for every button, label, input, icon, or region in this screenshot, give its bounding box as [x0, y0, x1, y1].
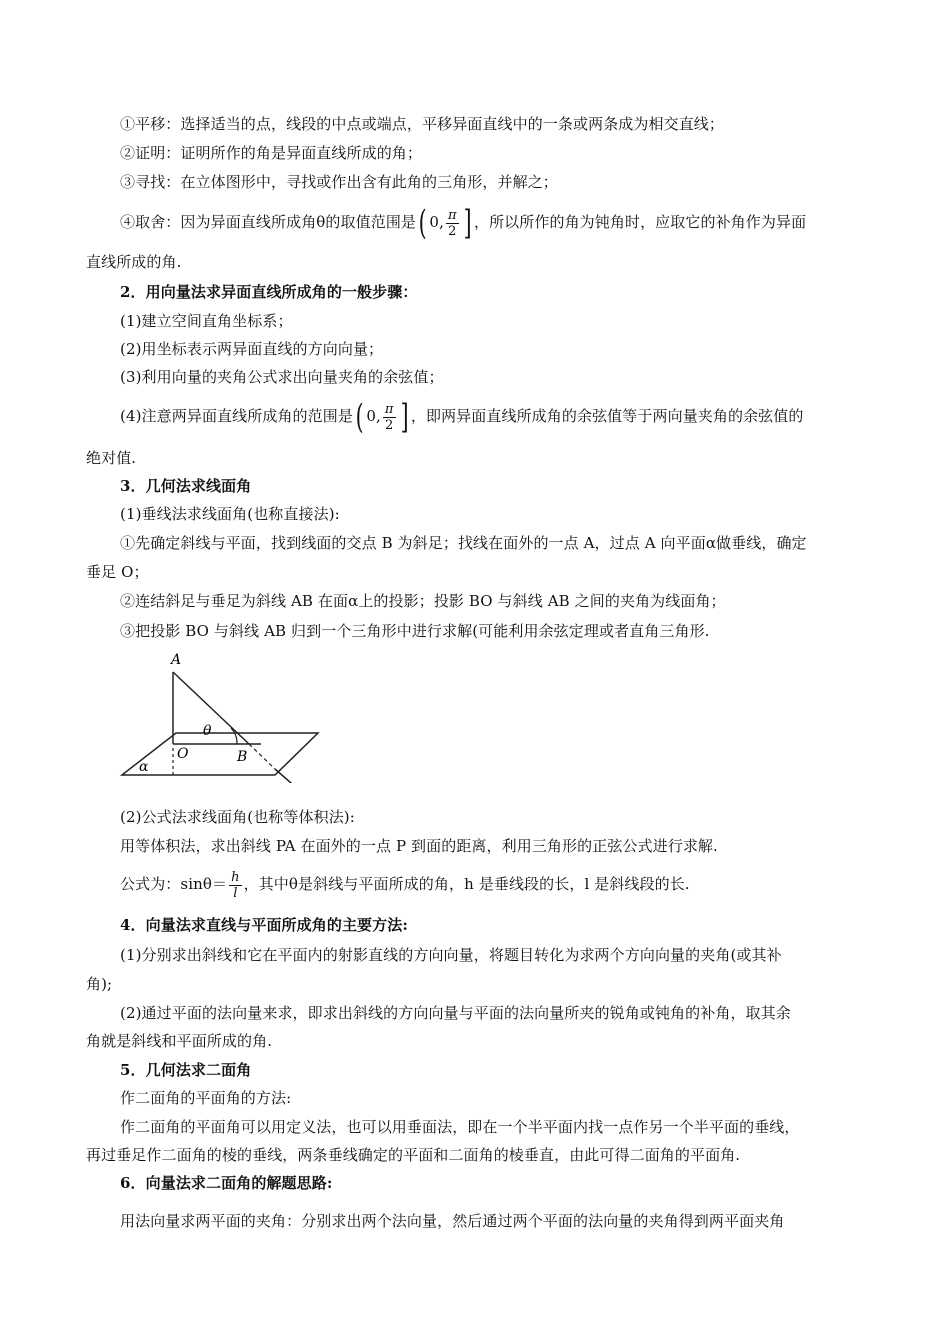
label-O: O [177, 746, 189, 762]
paragraph: 用等体积法，求出斜线 PA 在面外的一点 P 到面的距离，利用三角形的正弦公式进行求解. [120, 837, 718, 855]
pi-over-two-fraction: $\frac{\pi}{2}$ [384, 401, 394, 433]
paragraph: 角就是斜线和平面所成的角. [86, 1032, 273, 1050]
translate-step: ①平移：选择适当的点，线段的中点或端点，平移异面直线中的一条或两条成为相交直线； [120, 115, 725, 133]
list-item: (3)利用向量的夹角公式求出向量夹角的余弦值； [120, 368, 444, 386]
find-step: ③寻找：在立体图形中，寻找或作出含有此角的三角形，并解之； [120, 173, 558, 191]
plane-alpha [122, 733, 318, 775]
list-item: (4)注意两异面直线所成角的范围是( 0, $\frac{\pi}{2}$ ] ，即两异面直线所成角的余弦值等于两向量夹角的余弦值的 [120, 397, 804, 437]
paragraph: 角); [86, 975, 113, 993]
subheading: (1)垂线法求线面角(也称直接法): [120, 505, 340, 523]
line-plane-angle-figure [115, 648, 330, 783]
section-6-heading: 6．向量法求二面角的解题思路: [120, 1174, 333, 1192]
section-2-heading: 2．用向量法求异面直线所成角的一般步骤： [120, 283, 418, 301]
section-3-heading: 3．几何法求线面角 [120, 477, 252, 495]
prove-step: ②证明：证明所作的角是异面直线所成的角； [120, 144, 423, 162]
label-alpha: α [139, 759, 149, 775]
paragraph: (2)通过平面的法向量来求，即求出斜线的方向向量与平面的法向量所夹的锐角或钝角的补角，取其余 [120, 1004, 791, 1022]
paragraph: ③把投影 BO 与斜线 AB 归到一个三角形中进行求解(可能利用余弦定理或者直角三角形. [120, 622, 710, 640]
paragraph: 用法向量求两平面的夹角：分别求出两个法向量，然后通过两个平面的法向量的夹角得到两平面夹角 [120, 1212, 785, 1230]
choose-step: ④取舍：因为异面直线所成角θ的取值范围是( 0, $\frac{\pi}{2}$ ] ，所以所作的角为钝角时，应取它的补角作为异面 [120, 203, 807, 243]
paragraph: (1)分别求出斜线和它在平面内的射影直线的方向向量，将题目转化为求两个方向向量的夹角(或其补 [120, 946, 782, 964]
formula-line: 公式为：sinθ＝ $\frac{h}{l}$ ，其中θ是斜线与平面所成的角，h 是垂线段的长，l 是斜线段的长. [120, 869, 690, 901]
list-item: (2)用坐标表示两异面直线的方向向量； [120, 340, 384, 358]
paragraph: 作二面角的平面角的方法: [120, 1089, 292, 1107]
section-4-heading: 4．向量法求直线与平面所成角的主要方法: [120, 916, 408, 934]
subheading: (2)公式法求线面角(也称等体积法): [120, 808, 355, 826]
paragraph: ①先确定斜线与平面，找到线面的交点 B 为斜足；找线在面外的一点 A，过点 A 向平面α做垂线，确定 [120, 534, 807, 552]
oblique-hidden [249, 744, 275, 769]
h-over-l-fraction: $\frac{h}{l}$ [231, 869, 240, 901]
label-B: B [237, 749, 248, 765]
list-item-cont: 绝对值. [86, 449, 137, 467]
paragraph: 垂足 O； [86, 563, 149, 581]
choose-step-cont: 直线所成的角. [86, 253, 182, 271]
pi-over-two-fraction: $\frac{\pi}{2}$ [447, 207, 457, 239]
label-A: A [171, 652, 182, 668]
paragraph: 作二面角的平面角可以用定义法，也可以用垂面法，即在一个半平面内找一点作另一个半平面的垂线， [120, 1118, 800, 1136]
paragraph: 再过垂足作二面角的棱的垂线，两条垂线确定的平面和二面角的棱垂直，由此可得二面角的平面角. [86, 1146, 741, 1164]
list-item: (1)建立空间直角坐标系； [120, 312, 293, 330]
section-5-heading: 5．几何法求二面角 [120, 1061, 252, 1079]
label-theta: θ [203, 723, 212, 739]
paragraph: ②连结斜足与垂足为斜线 AB 在面α上的投影；投影 BO 与斜线 AB 之间的夹角为线面角； [120, 592, 726, 610]
